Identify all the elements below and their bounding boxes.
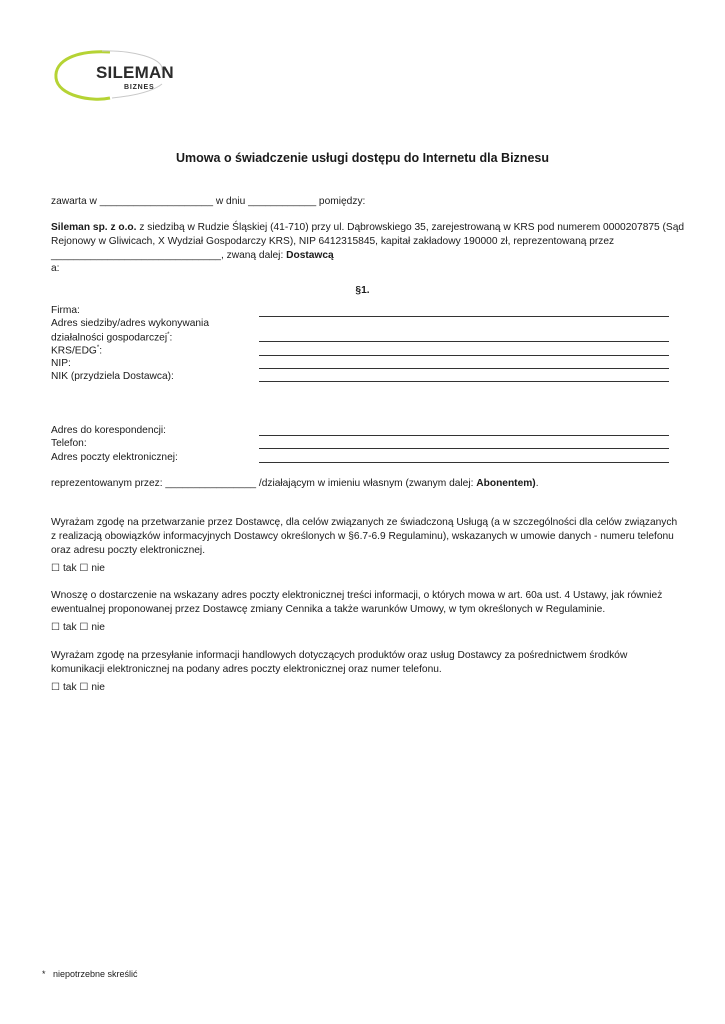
provider-line-1 <box>51 222 684 233</box>
logo-sub: BIZNES <box>124 84 155 91</box>
input-krs[interactable] <box>259 355 669 356</box>
footnote-marker: * <box>167 332 170 338</box>
consent-2-choice[interactable]: ☐ tak ☐ nie <box>51 622 105 633</box>
input-firma[interactable] <box>259 316 669 317</box>
input-telefon[interactable] <box>259 448 669 449</box>
sileman-logo <box>52 48 172 104</box>
consent-1-line-3: oraz adresu poczty elektronicznej. <box>51 545 206 556</box>
input-korespondencja[interactable] <box>259 435 669 436</box>
label-krs-text: KRS/EDG <box>51 345 97 357</box>
consent-3-line-2: komunikacji elektronicznej na podany adres poczty elektronicznej oraz numer telefonu. <box>51 664 442 675</box>
document-title: Umowa o świadczenie usługi dostępu do Internetu dla Biznesu <box>176 151 549 165</box>
provider-text-1: z siedzibą w Rudzie Śląskiej (41-710) przy ul. Dąbrowskiego 35, zarejestrowaną w KRS pod numerem 0000207875 (Sąd <box>136 222 685 233</box>
label-firma: Firma: <box>51 305 80 316</box>
label-telefon: Telefon: <box>51 438 87 449</box>
label-krs-colon: : <box>99 345 103 357</box>
label-adres-2-text: działalności gospodarczej <box>51 332 168 344</box>
consent-3-choice[interactable]: ☐ tak ☐ nie <box>51 682 105 693</box>
input-nik[interactable] <box>259 381 669 382</box>
label-adres-1: Adres siedziby/adres wykonywania <box>51 318 209 329</box>
provider-line-2: Rejonowy w Gliwicach, X Wydział Gospodarczy KRS), NIP 6412315845, kapitał zakładowy 190000 zł, reprezentowaną przez <box>51 236 615 247</box>
consent-1-choice[interactable]: ☐ tak ☐ nie <box>51 563 105 574</box>
consent-2-line-2: ewentualnej proponowanej przez Dostawcę zmiany Cennika a także warunków Umowy, w tym określonych w Regulaminie. <box>51 604 606 615</box>
representation-suffix: . <box>535 478 539 489</box>
footnote-marker: * <box>96 345 100 351</box>
section-heading: §1. <box>355 285 370 296</box>
input-email[interactable] <box>259 462 669 463</box>
footnote: * niepotrzebne skreślić <box>42 969 138 979</box>
provider-line-3 <box>51 250 334 261</box>
intro-line: zawarta w ____________________ w dniu ____________ pomiędzy: <box>51 196 366 207</box>
label-krs <box>51 345 102 356</box>
label-nik: NIK (przydziela Dostawca): <box>51 371 174 382</box>
consent-1-line-1: Wyrażam zgodę na przetwarzanie przez Dostawcę, dla celów związanych ze świadczoną Usługą (a w szczególności dla celów związanych <box>51 517 678 528</box>
label-adres-2 <box>51 332 172 343</box>
input-nip[interactable] <box>259 368 669 369</box>
provider-text-3: ______________________________, zwaną dalej: <box>51 250 287 261</box>
input-adres[interactable] <box>259 341 669 342</box>
consent-2-line-1: Wnoszę o dostarczenie na wskazany adres poczty elektronicznej treści informacji, o których mowa w art. 60a ust. 4 Ustawy, jak również <box>51 590 663 601</box>
label-email: Adres poczty elektronicznej: <box>51 452 178 463</box>
provider-a: a: <box>51 263 60 274</box>
logo-name: SILEMAN <box>96 63 174 82</box>
label-adres-2-colon: : <box>169 332 173 344</box>
provider-role: Dostawcą <box>286 250 334 261</box>
representation-role: Abonentem) <box>476 478 536 489</box>
consent-1-line-2: z realizacją obowiązków informacyjnych Dostawcy określonych w §6.7-6.9 Regulaminu), wskazanych w umowie danych - numeru telefonu <box>51 531 674 542</box>
representation-prefix: reprezentowanym przez: ________________ /działającym w imieniu własnym (zwanym dalej: <box>51 478 477 489</box>
label-korespondencja: Adres do korespondencji: <box>51 425 166 436</box>
label-nip: NIP: <box>51 358 71 369</box>
consent-3-line-1: Wyrażam zgodę na przesyłanie informacji handlowych dotyczących produktów oraz usług Dostawcy za pośrednictwem środków <box>51 650 628 661</box>
provider-name: Sileman sp. z o.o. <box>51 222 137 233</box>
representation-line <box>51 478 539 489</box>
